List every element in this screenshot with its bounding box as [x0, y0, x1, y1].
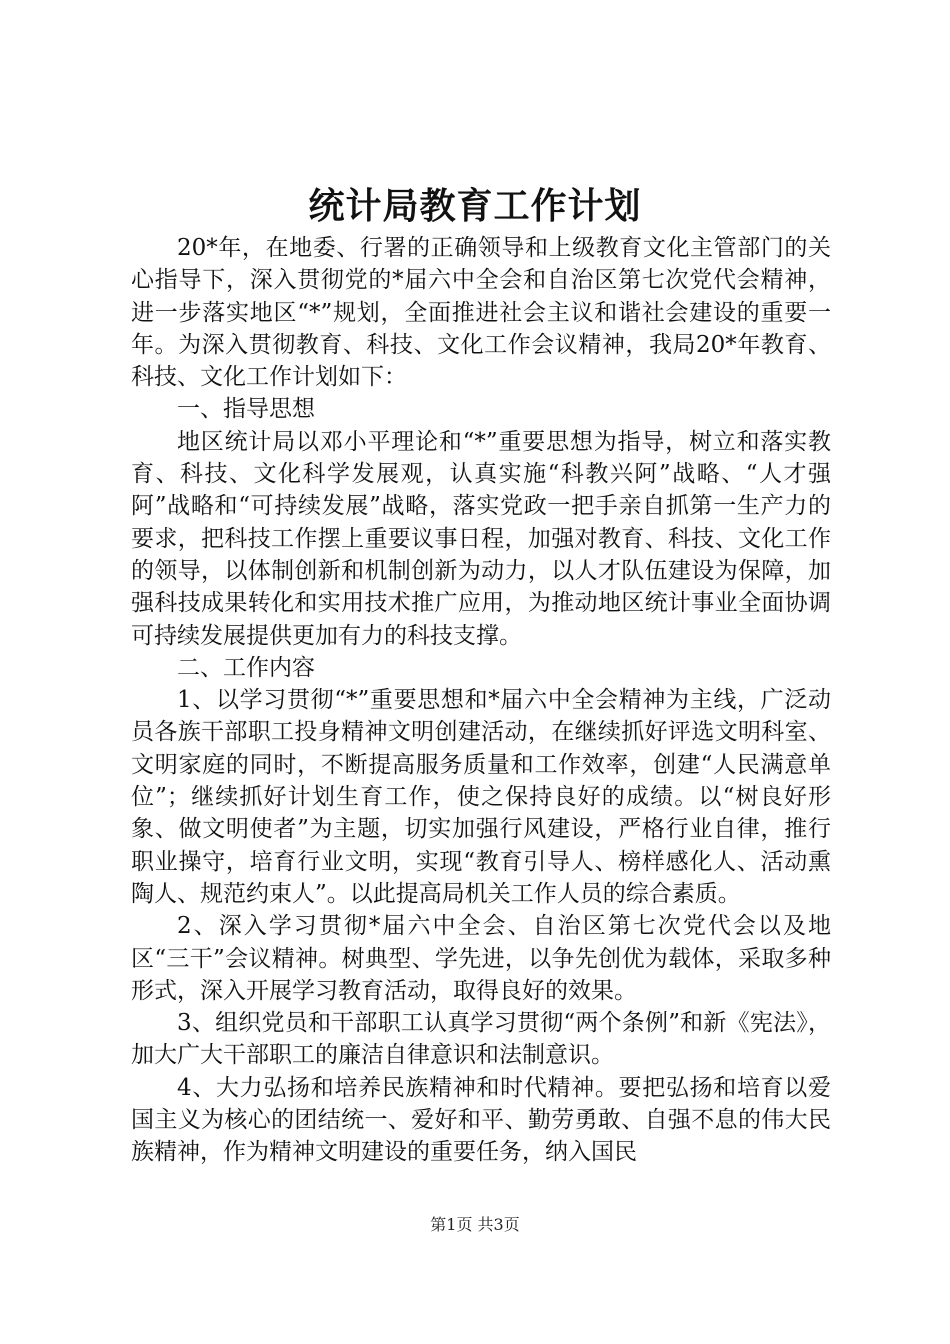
guiding-thought-paragraph: 地区统计局以邓小平理论和“*”重要思想为指导，树立和落实教育、科技、文化科学发展观，认真实施“科教兴阿”战略、“人才强阿”战略和“可持续发展”战略，落实党政一把手亲自抓第一生产力的要求，把科技工作摆上重要议事日程，加强对教育、科技、文化工作的领导，以体制创新和机制创新为动力，以人才队伍建设为保障，加强科技成果转化和实用技术推广应用，为推动地区统计事业全面协调可持续发展提供更加有力的科技支撑。 — [131, 428, 831, 649]
section-heading-guiding-thought: 一、指导思想 — [177, 396, 315, 423]
work-item-3: 3、组织党员和干部职工认真学习贯彻“两个条例”和新《宪法》，加大广大干部职工的廉洁自律意识和法制意识。 — [131, 1010, 831, 1069]
work-item-2: 2、深入学习贯彻*届六中全会、自治区第七次党代会以及地区“三干”会议精神。树典型、学先进，以争先创优为载体，采取多种形式，深入开展学习教育活动，取得良好的效果。 — [131, 913, 831, 1004]
work-item-1: 1、以学习贯彻“*”重要思想和*届六中全会精神为主线，广泛动员各族干部职工投身精神文明创建活动，在继续抓好评选文明科室、文明家庭的同时，不断提高服务质量和工作效率，创建“人民满意单位”；继续抓好计划生育工作，使之保持良好的成绩。以“树良好形象、做文明使者”为主题，切实加强行风建设，严格行业自律，推行职业操守，培育行业文明，实现“教育引导人、榜样感化人、活动熏陶人、规范约束人”。以此提高局机关工作人员的综合素质。 — [131, 687, 831, 907]
document-body — [131, 232, 831, 1169]
intro-paragraph: 20*年，在地委、行署的正确领导和上级教育文化主管部门的关心指导下，深入贯彻党的*届六中全会和自治区第七次党代会精神，进一步落实地区“*”规划，全面推进社会主议和谐社会建设的重要一年。为深入贯彻教育、科技、文化工作会议精神，我局20*年教育、科技、文化工作计划如下： — [131, 235, 831, 391]
document-title: 统计局教育工作计划 — [308, 185, 642, 227]
work-item-4: 4、大力弘扬和培养民族精神和时代精神。要把弘扬和培育以爱国主义为核心的团结统一、爱好和平、勤劳勇敢、自强不息的伟大民族精神，作为精神文明建设的重要任务，纳入国民 — [131, 1074, 831, 1166]
section-heading-work-content: 二、工作内容 — [177, 654, 315, 681]
page-footer: 第1页 共3页 — [430, 1215, 520, 1234]
